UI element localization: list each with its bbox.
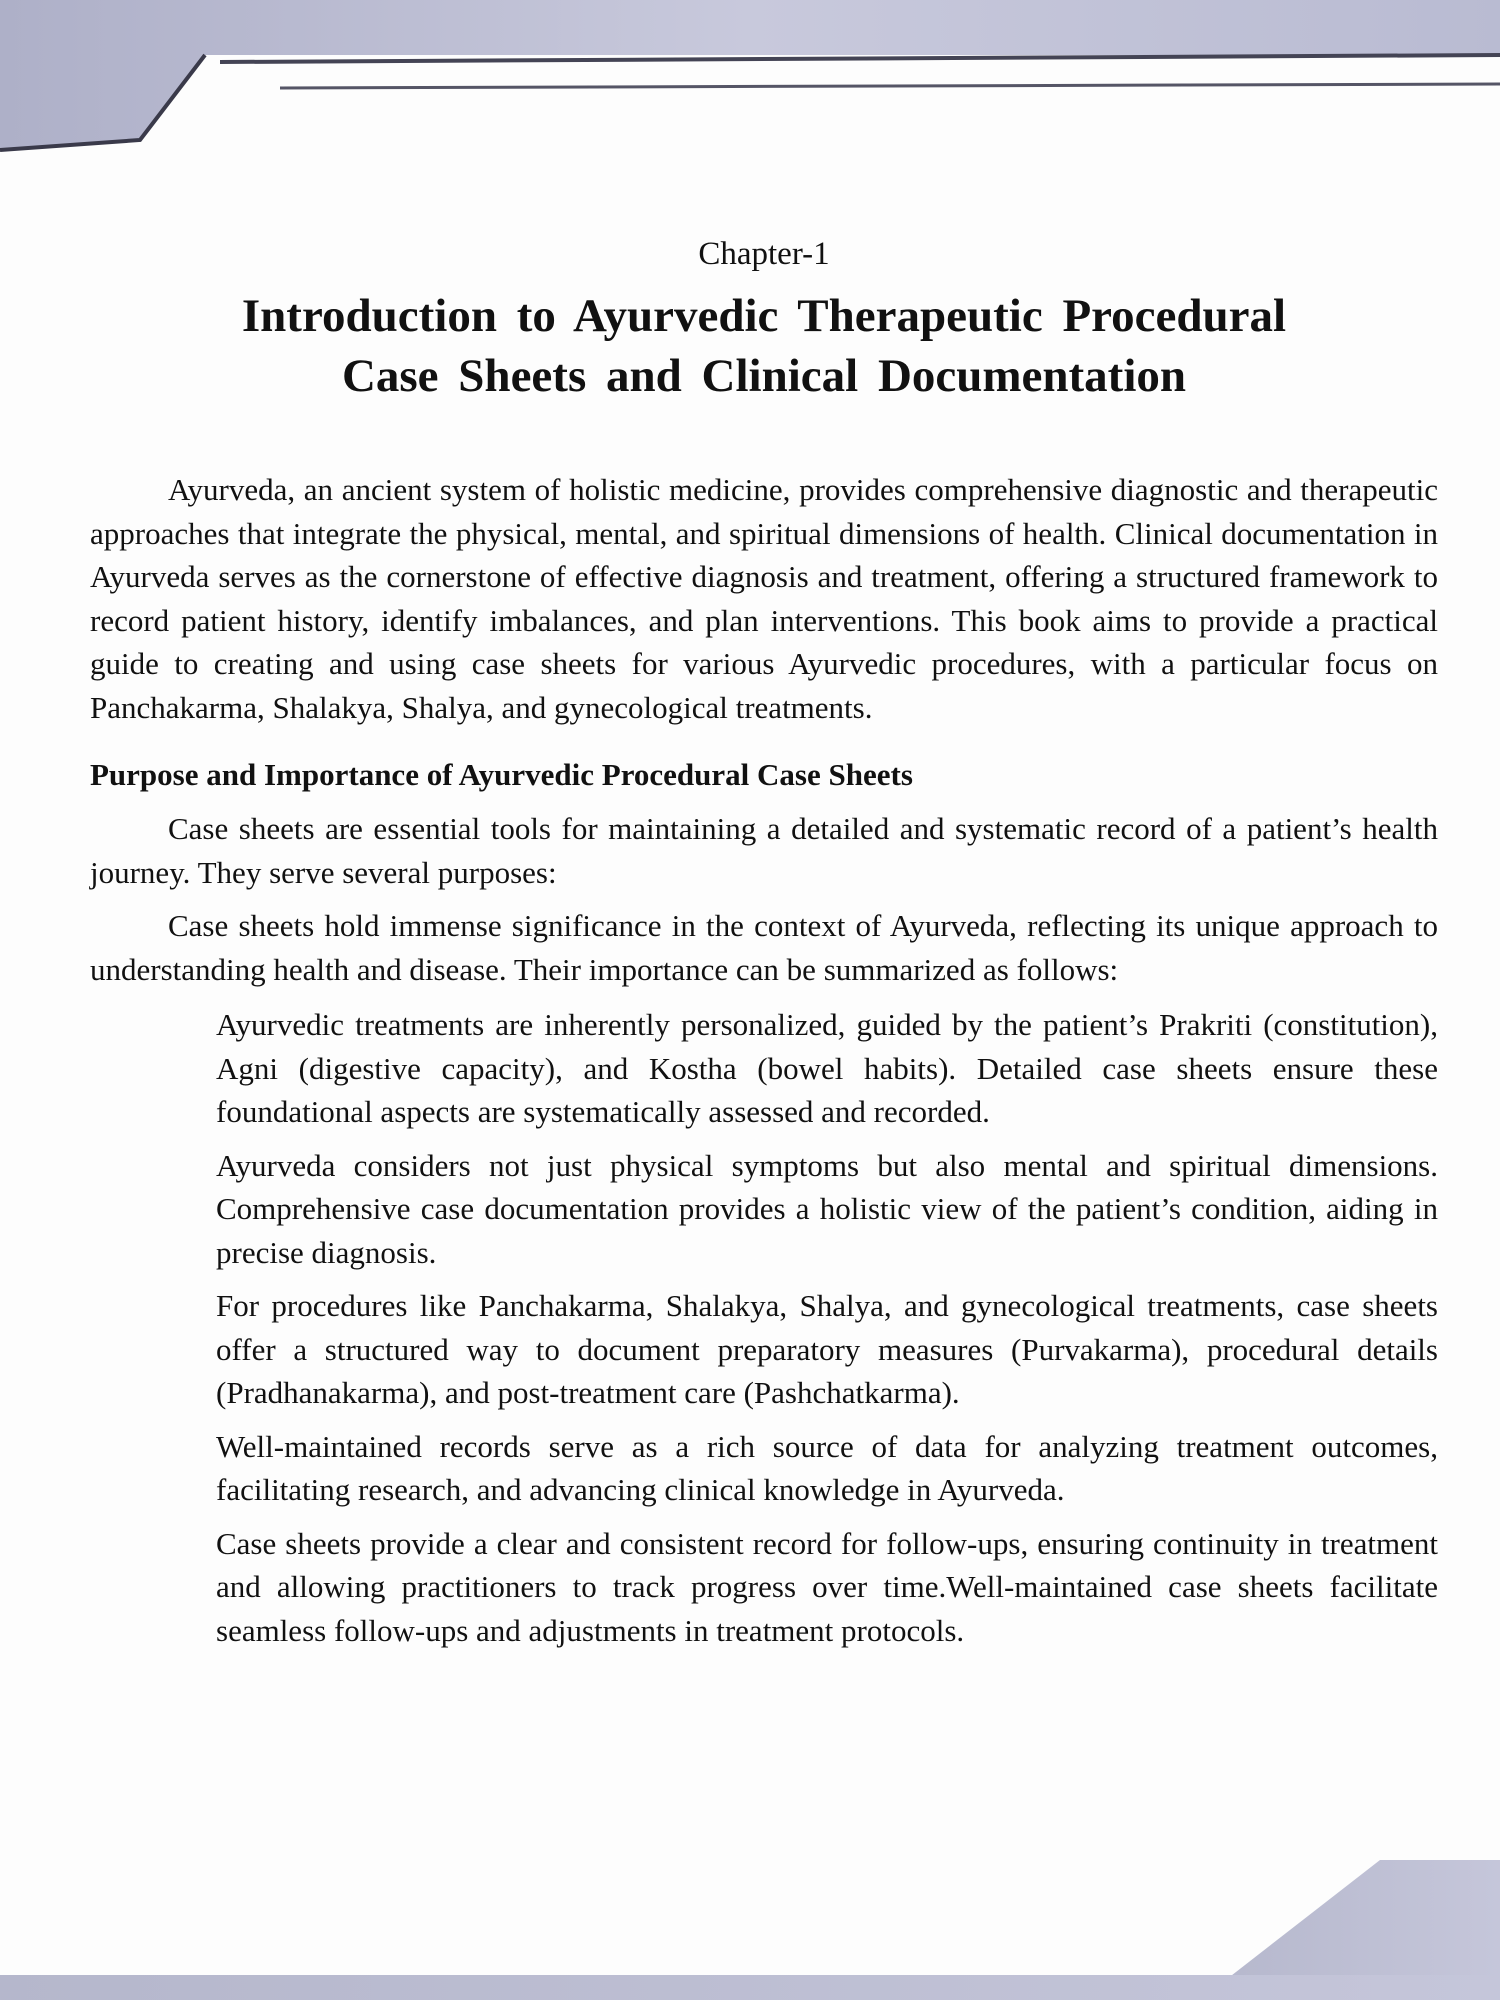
section-paragraph-1: Case sheets are essential tools for maintaining a detailed and systematic record of a patient’s health journey. They serve several purposes:: [90, 811, 1438, 890]
chapter-title-line2: Case Sheets and Clinical Documentation: [341, 350, 1187, 402]
chapter-label: Chapter-1: [698, 236, 830, 272]
page-content: [90, 232, 1438, 1662]
list-item: For procedures like Panchakarma, Shalakya, Shalya, and gynecological treatments, case sheets offer a structured way to document preparatory measures (Purvakarma), procedural details (Pradhanakarma), and post-treatment care (Pashchatkarma).: [216, 1288, 1438, 1410]
header-decoration: [0, 0, 1500, 160]
chapter-title: [90, 286, 1438, 406]
list-item: Ayurveda considers not just physical symptoms but also mental and spiritual dimensions. Comprehensive case documentation provides a holistic view of the patient’s condition, aiding in precise diagnosis.: [216, 1147, 1438, 1270]
importance-list: [90, 1003, 1438, 1652]
list-item: Well-maintained records serve as a rich source of data for analyzing treatment outcomes, facilitating research, and advancing clinical knowledge in Ayurveda.: [216, 1428, 1438, 1507]
section-heading: Purpose and Importance of Ayurvedic Procedural Case Sheets: [90, 757, 913, 792]
list-item: Case sheets provide a clear and consistent record for follow-ups, ensuring continuity in treatment and allowing practitioners to track progress over time.Well-maintained case sheets facilitate seamless follow-ups and adjustments in treatment protocols.: [216, 1525, 1438, 1648]
footer-decoration: [0, 1860, 1500, 2000]
chapter-title-line1: Introduction to Ayurvedic Therapeutic Procedural: [241, 290, 1287, 342]
intro-paragraph: Ayurveda, an ancient system of holistic medicine, provides comprehensive diagnostic and therapeutic approaches that integrate the physical, mental, and spiritual dimensions of health. Clinical documentation in Ayurveda serves as the cornerstone of effective diagnosis and treatment, offering a structured framework to record patient history, identify imbalances, and plan interventions. This book aims to provide a practical guide to creating and using case sheets for various Ayurvedic procedures, with a particular focus on Panchakarma, Shalakya, Shalya, and gynecological treatments.: [90, 472, 1438, 725]
section-paragraph-2: Case sheets hold immense significance in the context of Ayurveda, reflecting its unique approach to understanding health and disease. Their importance can be summarized as follows:: [90, 908, 1438, 987]
list-item: Ayurvedic treatments are inherently personalized, guided by the patient’s Prakriti (constitution), Agni (digestive capacity), and Kostha (bowel habits). Detailed case sheets ensure these foundational aspects are systematically assessed and recorded.: [216, 1007, 1438, 1129]
